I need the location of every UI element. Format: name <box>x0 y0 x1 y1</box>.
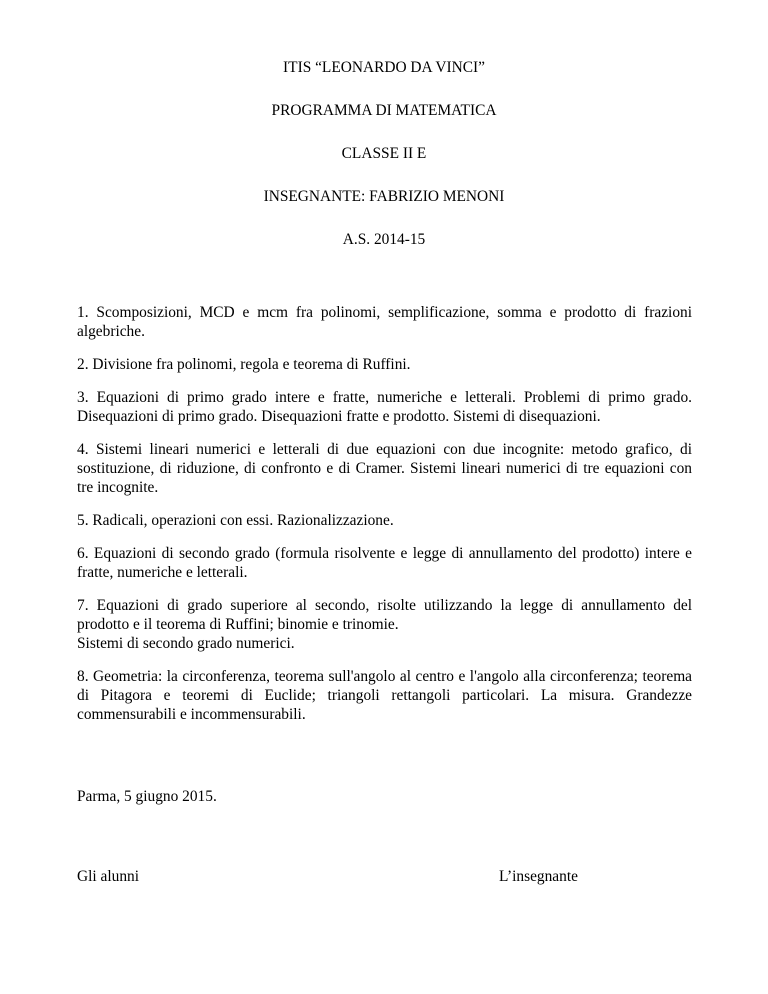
section-2 <box>77 355 692 374</box>
place-date: Parma, 5 giugno 2015. <box>77 788 217 805</box>
section-6 <box>77 544 692 582</box>
class-label: CLASSE II E <box>341 145 427 162</box>
school-name: ITIS “LEONARDO DA VINCI” <box>283 59 485 76</box>
teacher-signature-label: L’insegnante <box>499 868 578 885</box>
students-signature-label: Gli alunni <box>77 868 139 885</box>
section-extra-line: Sistemi di secondo grado numerici. <box>77 635 295 652</box>
section-5 <box>77 511 692 530</box>
section-1 <box>77 303 692 341</box>
section-text: 5. Radicali, operazioni con essi. Razionalizzazione. <box>77 512 394 529</box>
program-sections <box>77 303 692 738</box>
section-text: 6. Equazioni di secondo grado (formula risolvente e legge di annullamento del prodotto) intere e fratte, numeriche e letterali. <box>77 545 692 581</box>
section-text: 1. Scomposizioni, MCD e mcm fra polinomi, semplificazione, somma e prodotto di frazioni algebriche. <box>77 304 692 340</box>
section-3 <box>77 388 692 426</box>
program-title: PROGRAMMA DI MATEMATICA <box>271 102 497 119</box>
section-text: 7. Equazioni di grado superiore al secondo, risolte utilizzando la legge di annullamento del prodotto e il teorema di Ruffini; binomie e trinomie. <box>77 597 692 633</box>
section-4 <box>77 440 692 497</box>
section-text: 3. Equazioni di primo grado intere e fratte, numeriche e letterali. Problemi di primo grado. Disequazioni di primo grado. Disequazioni fratte e prodotto. Sistemi di disequazioni. <box>77 389 692 425</box>
section-text: 2. Divisione fra polinomi, regola e teorema di Ruffini. <box>77 356 411 373</box>
section-7 <box>77 596 692 653</box>
document-header <box>0 58 768 273</box>
section-8 <box>77 667 692 724</box>
section-text: 4. Sistemi lineari numerici e letterali di due equazioni con due incognite: metodo grafico, di sostituzione, di riduzione, di confronto e di Cramer. Sistemi lineari numerici di tre equazioni con tre incognite. <box>77 441 692 496</box>
section-text: 8. Geometria: la circonferenza, teorema sull'angolo al centro e l'angolo alla circonferenza; teorema di Pitagora e teoremi di Euclide; triangoli rettangoli particolari. La misura. Grandezze commensurabili e incommensurabili. <box>77 668 692 723</box>
teacher-label: INSEGNANTE: FABRIZIO MENONI <box>263 188 505 205</box>
school-year: A.S. 2014-15 <box>342 231 426 248</box>
